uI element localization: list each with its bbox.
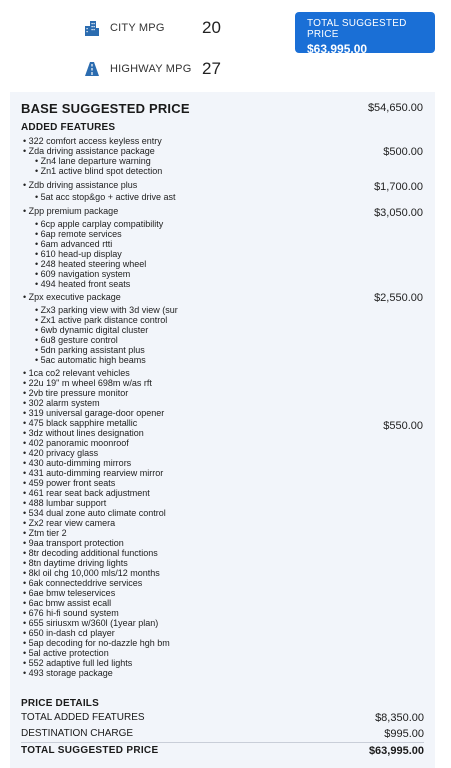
- feature-item: • 475 black sapphire metallic: [23, 418, 138, 428]
- feature-item: • 1ca co2 relevant vehicles: [23, 368, 130, 378]
- header: [0, 0, 451, 88]
- city-mpg-row: [84, 18, 221, 38]
- highway-mpg-label: HIGHWAY MPG: [110, 63, 192, 75]
- feature-item: • 461 rear seat back adjustment: [23, 488, 150, 498]
- sub-feature-item: • 6u8 gesture control: [35, 335, 118, 345]
- feature-item: • 8tn daytime driving lights: [23, 558, 128, 568]
- feature-price: $500.00: [383, 146, 423, 158]
- sub-feature-item: • Zn1 active blind spot detection: [35, 166, 163, 176]
- feature-item: • Zda driving assistance package: [23, 146, 155, 156]
- feature-price: $3,050.00: [374, 207, 423, 219]
- feature-item: • 6ae bmw teleservices: [23, 588, 116, 598]
- sub-feature-item: • 248 heated steering wheel: [35, 259, 147, 269]
- total-price-badge-value: $63,995.00: [307, 42, 368, 56]
- added-features-title: ADDED FEATURES: [21, 122, 116, 133]
- sub-feature-item: • 6wb dynamic digital cluster: [35, 325, 149, 335]
- feature-item: • 8tr decoding additional functions: [23, 548, 158, 558]
- feature-item: • 9aa transport protection: [23, 538, 124, 548]
- sub-feature-item: • 5at acc stop&go + active drive ast: [35, 192, 176, 202]
- total-suggested-price-row: [21, 745, 424, 757]
- feature-item: • 302 alarm system: [23, 398, 100, 408]
- price-detail-label: DESTINATION CHARGE: [21, 728, 134, 739]
- price-detail-row: [21, 712, 424, 724]
- highway-mpg-row: [84, 59, 221, 79]
- feature-item: • 402 panoramic moonroof: [23, 438, 129, 448]
- feature-item: • Zpx executive package: [23, 292, 121, 302]
- feature-item: • 3dz without lines designation: [23, 428, 144, 438]
- feature-item: • 552 adaptive full led lights: [23, 658, 133, 668]
- feature-item: • Ztm tier 2: [23, 528, 67, 538]
- feature-item: • 5al active protection: [23, 648, 109, 658]
- feature-item: • 319 universal garage-door opener: [23, 408, 165, 418]
- total-price-badge: [295, 12, 435, 56]
- feature-item: • 534 dual zone auto climate control: [23, 508, 166, 518]
- feature-item: • 431 auto-dimming rearview mirror: [23, 468, 164, 478]
- price-breakdown-panel: [10, 92, 435, 768]
- feature-item: • Zdb driving assistance plus: [23, 180, 138, 190]
- feature-item: • 430 auto-dimming mirrors: [23, 458, 132, 468]
- feature-item: • 2vb tire pressure monitor: [23, 388, 129, 398]
- highway-road-icon: [84, 61, 100, 77]
- total-suggested-price-value: $63,995.00: [368, 745, 424, 757]
- feature-item: • 6ak connecteddrive services: [23, 578, 143, 588]
- feature-item: • 655 siriusxm w/360l (1year plan): [23, 618, 159, 628]
- sub-feature-item: • Zn4 lane departure warning: [35, 156, 151, 166]
- price-detail-amount: $8,350.00: [375, 712, 424, 724]
- price-details-title: PRICE DETAILS: [21, 698, 99, 709]
- feature-item: • 8kl oil chg 10,000 mls/12 months: [23, 568, 160, 578]
- total-suggested-price-label: TOTAL SUGGESTED PRICE: [21, 745, 159, 756]
- city-mpg-label: CITY MPG: [110, 22, 165, 34]
- feature-item: • 493 storage package: [23, 668, 113, 678]
- feature-item: • 488 lumbar support: [23, 498, 107, 508]
- feature-item: • Zx2 rear view camera: [23, 518, 116, 528]
- feature-price: $2,550.00: [374, 292, 423, 304]
- price-detail-amount: $995.00: [384, 728, 424, 740]
- base-price-value: $54,650.00: [367, 102, 423, 114]
- sub-feature-item: • 6cp apple carplay compatibility: [35, 219, 164, 229]
- feature-price: $1,700.00: [374, 181, 423, 193]
- city-buildings-icon: [84, 20, 100, 36]
- city-mpg-value: 20: [202, 18, 221, 37]
- sub-feature-item: • 5ac automatic high beams: [35, 355, 146, 365]
- sub-feature-item: • Zx3 parking view with 3d view (sur: [35, 305, 178, 315]
- sub-feature-item: • 5dn parking assistant plus: [35, 345, 145, 355]
- total-price-badge-label: TOTAL SUGGESTED PRICE: [307, 18, 407, 40]
- feature-item: • 676 hi-fi sound system: [23, 608, 119, 618]
- feature-item: • 650 in-dash cd player: [23, 628, 115, 638]
- sub-feature-item: • 609 navigation system: [35, 269, 131, 279]
- feature-price: $550.00: [383, 420, 423, 432]
- feature-item: • 322 comfort access keyless entry: [23, 136, 162, 146]
- feature-item: • 5ap decoding for no-dazzle hgh bm: [23, 638, 170, 648]
- feature-item: • 6ac bmw assist ecall: [23, 598, 112, 608]
- sub-feature-item: • 610 head-up display: [35, 249, 122, 259]
- sub-feature-item: • 494 heated front seats: [35, 279, 131, 289]
- sub-feature-item: • Zx1 active park distance control: [35, 315, 168, 325]
- feature-item: • 459 power front seats: [23, 478, 116, 488]
- base-price-label: BASE SUGGESTED PRICE: [21, 101, 190, 116]
- price-detail-label: TOTAL ADDED FEATURES: [21, 712, 145, 723]
- highway-mpg-value: 27: [202, 59, 221, 78]
- divider: [21, 742, 424, 743]
- sub-feature-item: • 6ap remote services: [35, 229, 122, 239]
- price-detail-row: [21, 728, 424, 740]
- feature-item: • 22u 19" m wheel 698m w/as rft: [23, 378, 152, 388]
- feature-item: • Zpp premium package: [23, 206, 119, 216]
- sub-feature-item: • 6am advanced rtti: [35, 239, 113, 249]
- feature-item: • 420 privacy glass: [23, 448, 99, 458]
